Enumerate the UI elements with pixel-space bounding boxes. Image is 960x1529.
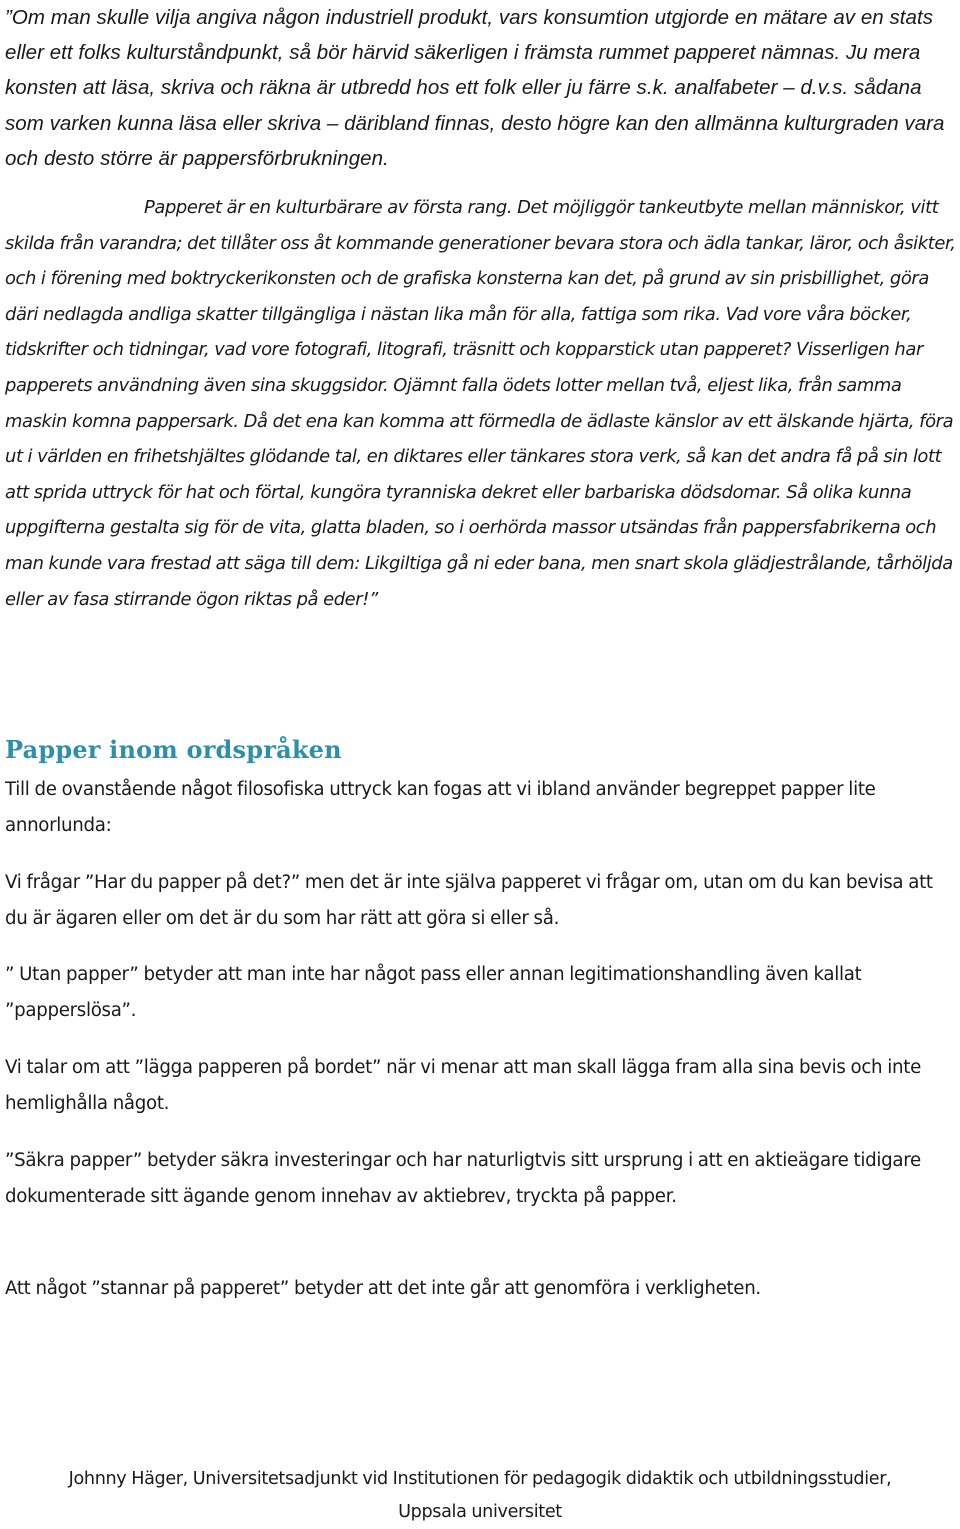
section-paragraph-stannar-pa-papperet: Att något ”stannar på papperet” betyder att det inte går att genomföra i verkligheten. bbox=[5, 1278, 761, 1299]
page-footer bbox=[0, 1463, 960, 1529]
document-page bbox=[5, 0, 957, 1299]
section-paragraph-utan-papper: ” Utan papper” betyder att man inte har något pass eller annan legitimationshandling även kallat ”papperslösa”. bbox=[5, 964, 862, 1021]
quote-block bbox=[5, 0, 957, 617]
quote-paragraph-1: ”Om man skulle vilja angiva någon industriell produkt, vars konsumtion utgjorde en mätare av en stats eller ett folks kulturståndpunkt, så bör härvid säkerligen i främsta rummet papperet nämnas. Ju mera konsten att läsa, skriva och räkna är utbredd hos ett folk eller ju färre s.k. analfabeter – d.v.s. sådana som varken kunna läsa eller skriva – däribland finnas, desto högre kan den allmänna kulturgraden vara och desto större är pappersförbrukningen. bbox=[5, 6, 945, 170]
quote-paragraph-2 bbox=[5, 190, 957, 617]
footer-author-line: Johnny Häger, Universitetsadjunkt vid Institutionen för pedagogik didaktik och utbildningsstudier, bbox=[68, 1469, 892, 1489]
footer-university-line: Uppsala universitet bbox=[398, 1502, 562, 1522]
section-paragraph-lagga-papperen: Vi talar om att ”lägga papperen på bordet” när vi menar att man skall lägga fram alla sina bevis och inte hemlighålla något. bbox=[5, 1057, 921, 1114]
section-paragraph-sakra-papper: ”Säkra papper” betyder säkra investeringar och har naturligtvis sitt ursprung i att en aktieägare tidigare dokumenterade sitt ägande genom innehav av aktiebrev, tryckta på papper. bbox=[5, 1150, 921, 1207]
quote-paragraph-2-text: Papperet är en kulturbärare av första rang. Det möjliggör tankeutbyte mellan människor, vitt skilda från varandra; det tillåter oss åt kommande generationer bevara stora och ädla tankar, läror, och åsikter, och i förening med boktryckerikonsten och de grafiska konsterna kan det, på grund av sin prisbillighet, göra däri nedlagda andliga skatter tillgängliga i nästan lika mån för alla, fattiga som rika. Vad vore våra böcker, tidskrifter och tidningar, vad vore fotografi, litografi, träsnitt och kopparstick utan papperet? Visserligen har papperets användning även sina skuggsidor. Ojämnt falla ödets lotter mellan två, eljest lika, från samma maskin komna pappersark. Då det ena kan komma att förmedla de ädlaste känslor av ett älskande hjärta, föra ut i världen en frihetshjältes glödande tal, en diktares eller tänkares stora verk, så kan det andra få på sin lott att sprida uttryck för hat och förtal, kungöra tyranniska dekret eller barbariska dödsdomar. Så olika kunna uppgifterna gestalta sig för de vita, glatta bladen, so i oerhörda massor utsändas från pappersfabrikerna och man kunde vara frestad att säga till dem: Likgiltiga gå ni eder bana, men snart skola glädjestrålande, tårhöljda eller av fasa stirrande ögon riktas på eder!” bbox=[5, 197, 956, 610]
section-heading: Papper inom ordspråken bbox=[5, 735, 342, 764]
section-paragraph-intro: Till de ovanstående något filosofiska uttryck kan fogas att vi ibland använder begreppet papper lite annorlunda: bbox=[5, 779, 876, 836]
section-paragraph-papper-pa-det: Vi frågar ”Har du papper på det?” men det är inte själva papperet vi frågar om, utan om du kan bevisa att du är ägaren eller om det är du som har rätt att göra si eller så. bbox=[5, 872, 933, 929]
